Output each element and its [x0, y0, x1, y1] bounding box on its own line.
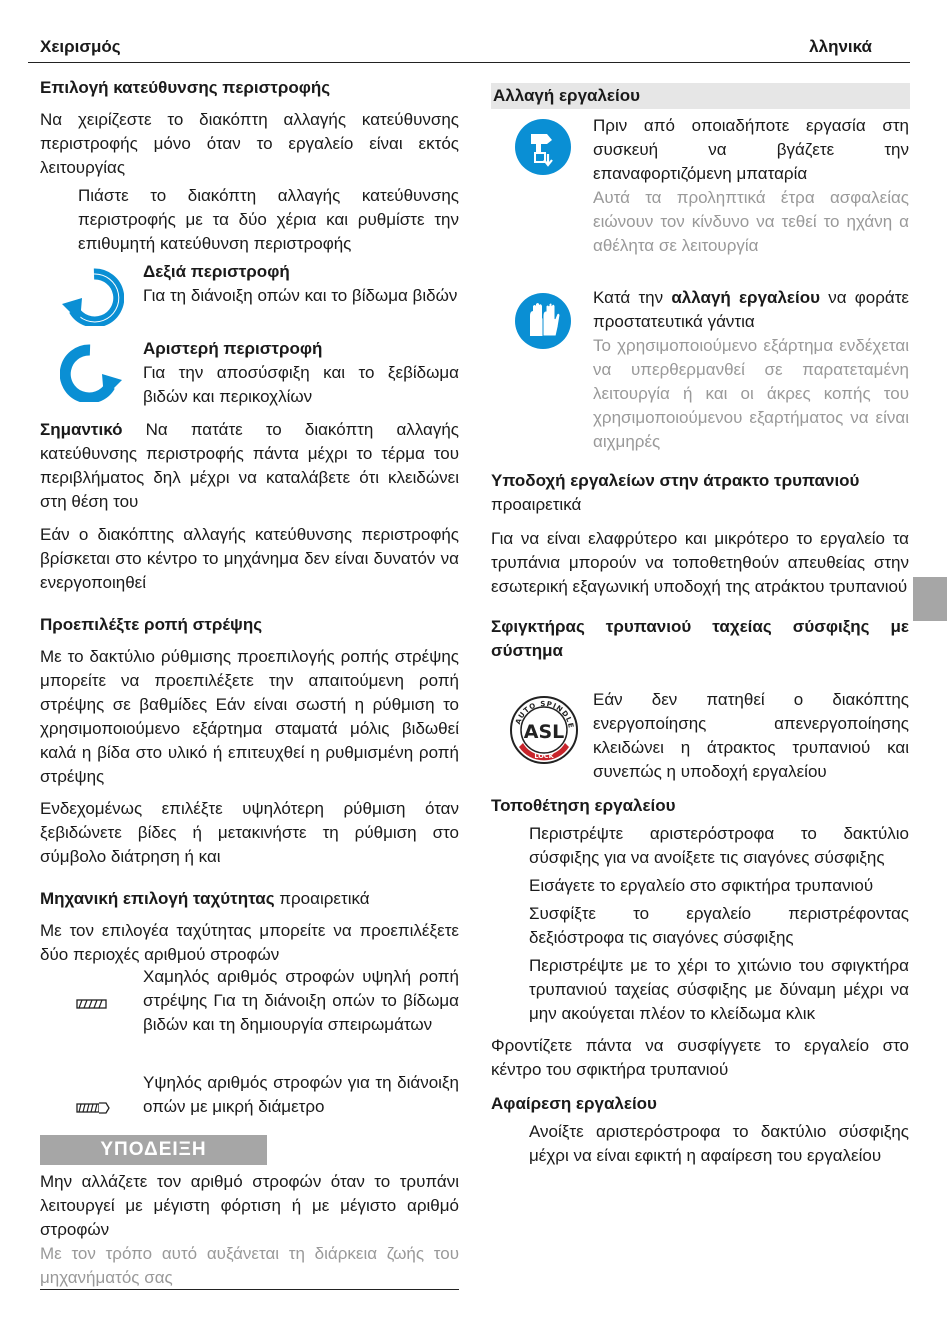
rotation-notes — [40, 418, 459, 967]
battery-text: Πριν από οποιαδήποτε εργασία στη συσκευή να βγάζετε την επαναφορτιζόμενη μπαταρία — [593, 116, 909, 183]
note-text: Μην αλλάζετε τον αριθμό στροφών όταν το τρυπάνι λειτουργεί με μέγιστη φόρτιση ή με μέγιστο αριθμό στροφών — [40, 1172, 459, 1239]
asl-label: ASL — [523, 721, 565, 743]
page-header-section: Χειρισμός — [40, 37, 121, 56]
speed-title — [40, 887, 459, 911]
high-speed-description: Υψηλός αριθμός στροφών για τη διάνοιξη οπών με μικρή διάμετρο — [143, 1073, 459, 1116]
spindle-suffix: προαιρετικά — [491, 495, 582, 514]
clockwise-rotation-icon — [60, 266, 124, 326]
asl-ring-top-text: AUTO SPINDLE — [514, 699, 575, 730]
auto-spindle-lock-icon — [509, 695, 579, 765]
low-speed-description: Χαμηλός αριθμός στροφών υψηλή ροπή στρέψης Για τη διάνοιξη οπών το βίδωμα βιδών και τη δημιουργία σπειρωμάτων — [143, 967, 459, 1034]
torque-paragraph-2: Ενδεχομένως επιλέξτε υψηλότερη ρύθμιση όταν ξεβιδώνετε βίδες ή μετακινήστε τη ρύθμιση στο σύμβολο διάτρηση ή και — [40, 799, 459, 866]
gloves-text-post: να φοράτε προστατευτικά γάντια — [593, 288, 909, 331]
insert-step-3: Συσφίξτε το εργαλείο περιστρέφοντας δεξιόστροφα τις σιαγόνες σύσφιξης — [529, 904, 909, 947]
spindle-title: Υποδοχή εργαλείων στην άτρακτο τρυπανιού — [491, 471, 860, 490]
remove-title: Αφαίρεση εργαλείου — [491, 1094, 657, 1113]
insert-note: Φροντίζετε πάντα να συσφίγγετε το εργαλείο στο κέντρο του σφικτήρα τρυπανιού — [491, 1036, 909, 1079]
speed-title-text: Μηχανική επιλογή ταχύτητας — [40, 889, 275, 908]
insert-step-1: Περιστρέψτε αριστερόστροφα το δακτύλιο σύσφιξης για να ανοίξετε τις σιαγόνες σύσφιξης — [529, 824, 909, 867]
insert-block — [491, 794, 909, 1168]
tool-change-title: Αλλαγή εργαλείου — [491, 83, 910, 109]
page-header-language: λληνικά — [809, 37, 872, 56]
torque-title: Προεπιλέξτε ροπή στρέψης — [40, 615, 263, 634]
gloves-gray-text: Το χρησιμοποιούμενο εξάρτημα ενδέχεται να υπερθερμανθεί σε παρατεταμένη λειτουργία ή και οι άκρες κοπής του χρησιμοποιούμενου εξαρτήματος να είναι αιχμηρές — [593, 336, 909, 451]
torque-paragraph-1: Με το δακτύλιο ρύθμισης προεπιλογής ροπής στρέψης μπορείτε να προεπιλέξετε την απαιτούμενη ροπή στρέψης σε βαθμίδες Εάν είναι σωστή η ρύθμιση το χρησιμοποιούμενο εξάρτημα σταματά μόλις βιδωθεί καλά η βίδα στο υλικό ή επιτευχθεί η ρυθμισμένη ροπή στρέψης — [40, 647, 459, 786]
note-block — [40, 1170, 459, 1290]
important-text: Να πατάτε το διακόπτη αλλαγής κατεύθυνσης περιστροφής πάντα μέχρι το τέρμα του περιβλήματος δηλ μέχρι να καταλάβετε ότι κλειδώνει στη θέση του — [40, 420, 459, 511]
left-rotation-text: Για την αποσύσφιξη και το ξεβίδωμα βιδών και περικοχλίων — [143, 363, 459, 406]
gloves-text-pre: Κατά την — [593, 288, 672, 307]
asl-ring-bottom-text: LOCK — [534, 752, 554, 760]
low-speed-text — [143, 965, 459, 1037]
chuck-text: Εάν δεν πατηθεί ο διακόπτης ενεργοποίησης απενεργοποίησης κλειδώνει η άτρακτος τρυπανιού και συνεπώς η υποδοχή εργαλείου — [593, 690, 909, 781]
important-paragraph — [40, 418, 459, 514]
page-edge-tab — [913, 577, 947, 621]
center-position-text: Εάν ο διακόπτης αλλαγής κατεύθυνσης περιστροφής βρίσκεται στο κέντρο το μηχάνημα δεν είναι δυνατόν να ενεργοποιηθεί — [40, 525, 459, 592]
high-speed-text — [143, 1071, 459, 1119]
gloves-block — [593, 286, 909, 454]
left-rotation-block — [143, 337, 459, 409]
header-rule — [28, 62, 910, 63]
chuck-text-block — [593, 688, 909, 784]
note-label: ΥΠΟΔΕΙΞΗ — [40, 1135, 267, 1165]
gloves-icon — [514, 292, 572, 350]
rotation-title: Επιλογή κατεύθυνσης περιστροφής — [40, 78, 331, 97]
speed-title-suffix: προαιρετικά — [274, 889, 370, 908]
right-rotation-block — [143, 260, 459, 308]
battery-removal-icon — [514, 118, 572, 176]
insert-step-4: Περιστρέψτε με το χέρι το χιτώνιο του σφιγκτήρα τρυπανιού ταχείας σύσφιξης με δύναμη μέχρι να μην ακούγεται πλέον το κλείδωμα κλικ — [529, 956, 909, 1023]
important-label: Σημαντικό — [40, 420, 123, 439]
right-rotation-text: Για τη διάνοιξη οπών και το βίδωμα βιδών — [143, 286, 458, 305]
remove-step-1: Ανοίξτε αριστερόστροφα το δακτύλιο σύσφιξης μέχρι να είναι εφικτή η αφαίρεση του εργαλείου — [529, 1122, 909, 1165]
insert-step-2: Εισάγετε το εργαλείο στο σφικτήρα τρυπανιού — [529, 876, 874, 895]
left-column — [40, 76, 459, 256]
counterclockwise-rotation-icon — [60, 342, 124, 402]
chuck-title: Σφιγκτήρας τρυπανιού ταχείας σύσφιξης με σύστημα — [491, 617, 909, 660]
left-rotation-title: Αριστερή περιστροφή — [143, 339, 323, 358]
speed-intro: Με τον επιλογέα ταχύτητας μπορείτε να προεπιλέξετε δύο περιοχές αριθμού στροφών — [40, 921, 459, 964]
battery-block — [593, 114, 909, 258]
spindle-text: Για να είναι ελαφρύτερο και μικρότερο το εργαλείο τα τρυπάνια μπορούν να τοποθετηθούν απευθείας στην εσωτερική εξαγωνική υποδοχή της ατράκτου τρυπανιού — [491, 529, 909, 596]
rotation-step: Πιάστε το διακόπτη αλλαγής κατεύθυνσης περιστροφής με τα δύο χέρια και ρυθμίστε την επιθυμητή κατεύθυνση περιστροφής — [78, 186, 459, 253]
high-speed-drill-icon — [76, 1100, 110, 1116]
insert-title: Τοποθέτηση εργαλείου — [491, 796, 676, 815]
rotation-intro: Να χειρίζεστε το διακόπτη αλλαγής κατεύθυνσης περιστροφής μόνο όταν το εργαλείο είναι εκτός λειτουργίας — [40, 110, 459, 177]
battery-gray-text: Αυτά τα προληπτικά έτρα ασφαλείας ειώνουν τον κίνδυνο να τεθεί το ηχάνη α αθέλητα σε λειτουργία — [593, 188, 909, 255]
spindle-block — [491, 469, 909, 663]
gloves-text — [593, 286, 909, 334]
gloves-text-bold: αλλαγή εργαλείου — [671, 288, 820, 307]
note-bottom-rule — [40, 1289, 459, 1290]
low-speed-screw-icon — [76, 997, 108, 1009]
right-rotation-title: Δεξιά περιστροφή — [143, 262, 290, 281]
note-gray-text: Με τον τρόπο αυτό αυξάνεται τη διάρκεια ζωής του μηχανήματός σας — [40, 1244, 459, 1287]
